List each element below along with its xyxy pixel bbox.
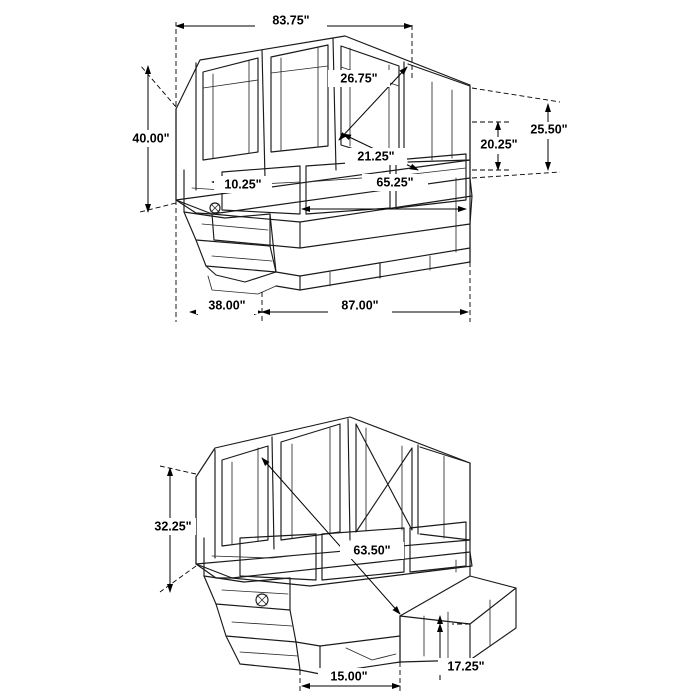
dim-footrest-height: 17.25" (447, 659, 485, 674)
dim-backrest-height: 26.75" (340, 71, 378, 86)
dim-arm-width: 10.25" (224, 177, 262, 192)
dim-arm-height: 25.50" (530, 122, 568, 137)
dim-reclined-height: 32.25" (154, 519, 192, 534)
dim-seat-depth: 21.25" (357, 149, 395, 164)
dim-seat-height: 20.25" (480, 137, 518, 152)
dim-seat-width: 65.25" (376, 175, 414, 190)
dim-reclined-length: 63.50" (353, 543, 391, 558)
dim-footrest-width: 15.00" (330, 669, 368, 684)
dim-overall-width-top: 83.75" (272, 13, 310, 28)
sofa-front-view-drawing (176, 36, 472, 294)
reclined-view-dimensions (148, 458, 494, 694)
dim-back-height: 40.00" (132, 131, 170, 146)
dim-side-depth: 38.00" (208, 298, 246, 313)
dim-overall-width-bottom: 87.00" (341, 298, 379, 313)
